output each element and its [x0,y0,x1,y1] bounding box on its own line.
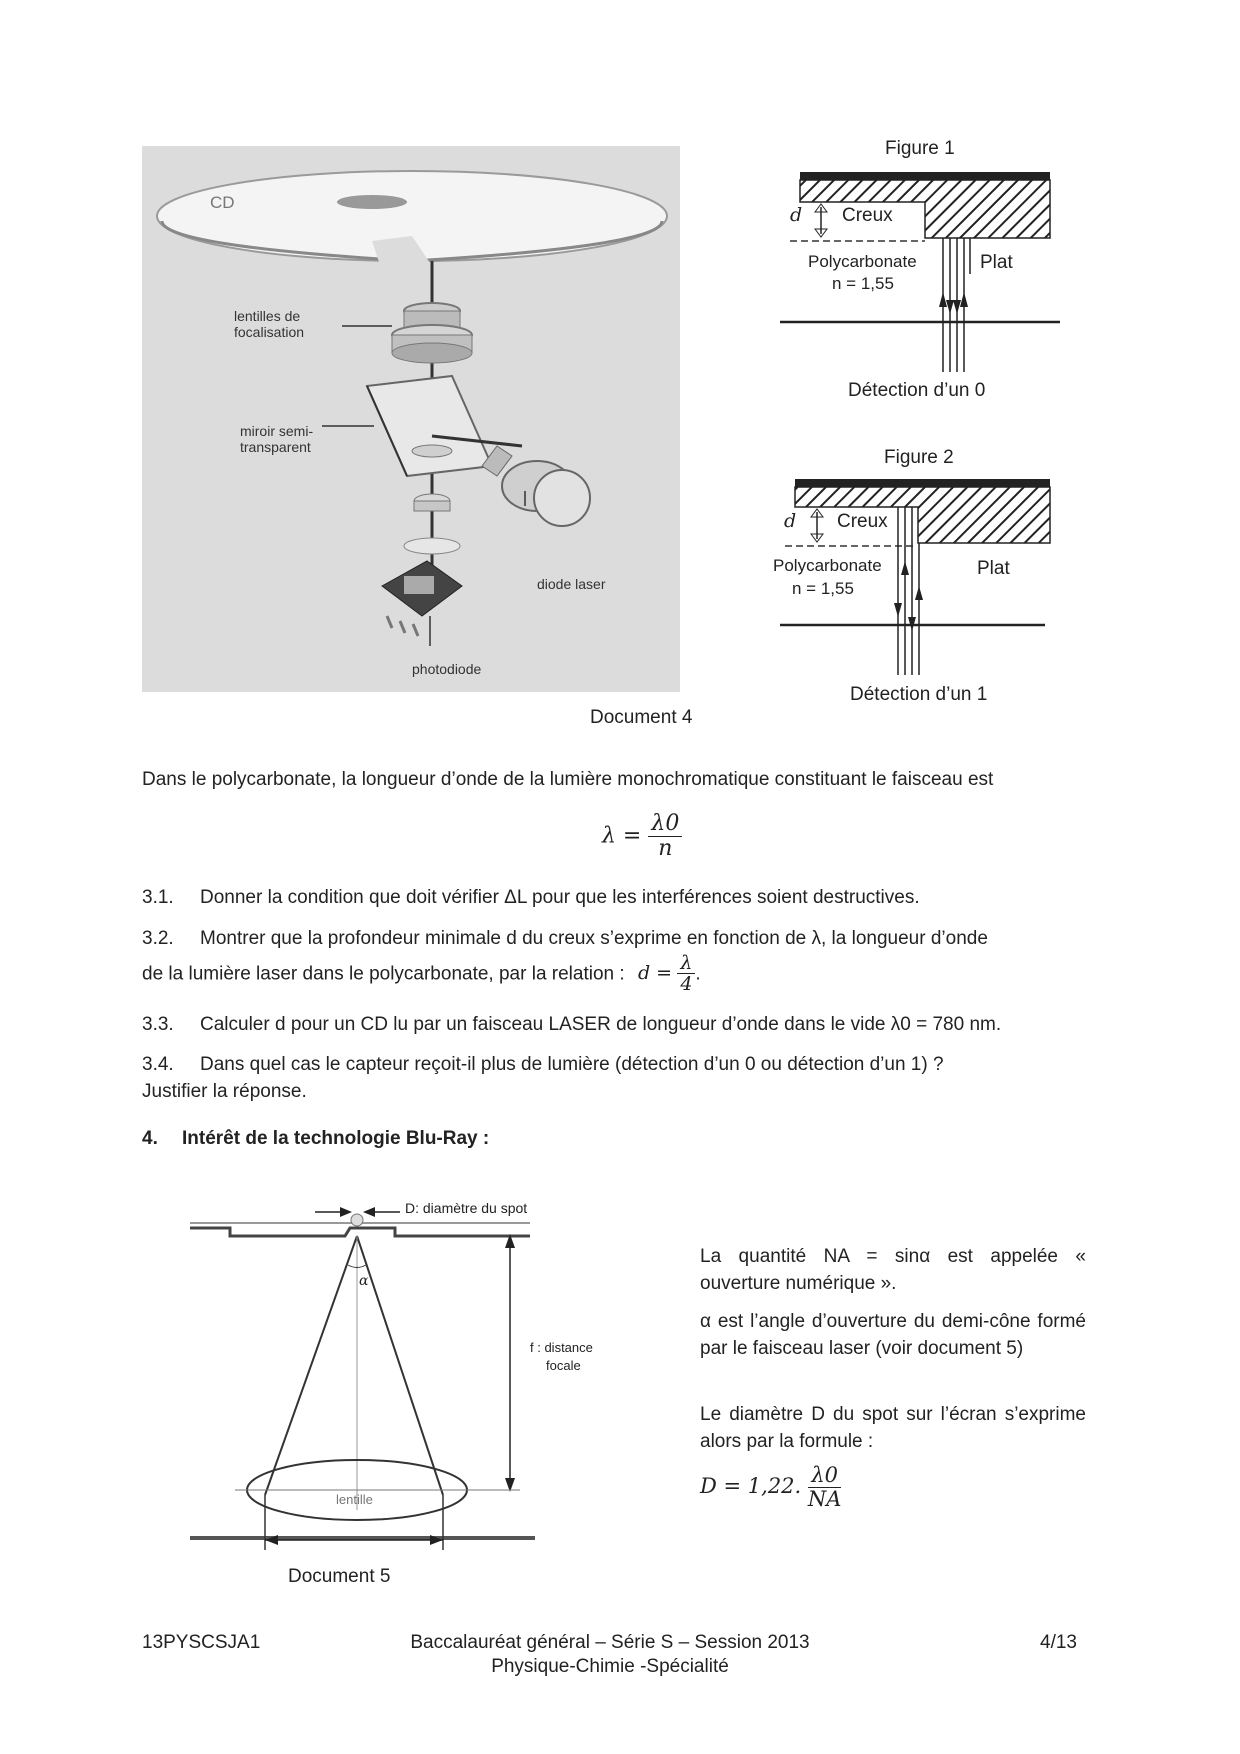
question-3-4 [142,1052,1092,1105]
question-text: Montrer que la profondeur minimale d du creux s’exprime en fonction de λ, la longueur d’onde [200,928,988,949]
lenses-label: lentilles de focalisation [234,308,305,341]
lambda-lhs: λ = [602,823,642,849]
page-number: 4/13 [1040,1632,1077,1653]
figure-1-creux: Creux [842,205,893,226]
cd-reader-illustration [142,146,680,692]
exam-code: 13PYSCSJA1 [142,1632,261,1653]
footer-title: Baccalauréat général – Série S – Session 2013 [410,1632,810,1653]
section-number: 4. [142,1128,158,1149]
diameter-formula-denominator: NA [807,1487,842,1512]
question-continuation: de la lumière laser dans le polycarbonate, par la relation : [142,963,625,984]
question-continuation: Justifier la réponse. [142,1080,307,1102]
laser-diode-label: diode laser [537,576,606,592]
mirror-label: miroir semi-transparent [240,423,314,456]
figure-2-detection: Détection d’un 1 [850,684,988,705]
diameter-formula-lhs: D = 1,22. [700,1474,802,1499]
section-title: Intérêt de la technologie Blu-Ray : [182,1128,490,1149]
figure-1-title: Figure 1 [885,138,955,159]
figure-2-title: Figure 2 [884,447,954,468]
figure-1-detection: Détection d’un 0 [848,380,986,401]
lambda-numerator: λ0 [648,812,682,837]
diameter-formula [700,1464,841,1511]
figure-2-index: n = 1,55 [792,579,854,598]
question-3-3 [142,1012,1092,1039]
document-5-caption: Document 5 [288,1566,391,1587]
figure-2-d: d [784,510,797,532]
question-number: 3.1. [142,887,174,908]
question-text: Calculer d pour un CD lu par un faisceau LASER de longueur d’onde dans le vide λ0 = 780 nm. [200,1014,1002,1035]
figure-1-index: n = 1,55 [832,274,894,293]
figure-1-polycarbonate: Polycarbonate [808,252,917,271]
figure-2-polycarbonate: Polycarbonate [773,556,882,575]
alpha-definition: α est l’angle d’ouverture du demi-cône formé par le faisceau laser (voir document 5) [700,1311,1086,1359]
cd-reader-drawing [142,146,680,692]
alpha-label: α [359,1273,369,1289]
lens-label: lentille [336,1492,373,1507]
focal-label-line1: f : distance [530,1340,593,1355]
figure-1-plat: Plat [980,252,1013,273]
question-text: Dans quel cas le capteur reçoit-il plus de lumière (détection d’un 0 ou détection d’un 1) ? [200,1054,944,1075]
figure-2-creux: Creux [837,511,888,532]
document-5-diagram [190,1190,550,1570]
cd-label: CD [210,193,235,212]
question-number: 3.4. [142,1054,174,1075]
focal-label-line2: focale [546,1358,581,1373]
diameter-formula-numerator: λ0 [808,1464,842,1488]
figure-1-d: d [790,204,803,226]
figure-2-diagram [780,475,1060,680]
question-text: Donner la condition que doit vérifier ΔL pour que les interférences soient destructives. [200,887,920,908]
question-number: 3.3. [142,1014,174,1035]
diameter-intro: Le diamètre D du spot sur l’écran s’exprime alors par la formule : [700,1404,1086,1452]
lambda-denominator: n [658,836,673,862]
lambda-formula [602,812,682,861]
na-definition: La quantité NA = sinα est appelée « ouverture numérique ». [700,1246,1086,1294]
d-relation-numerator: λ [677,953,695,975]
question-3-1 [142,885,1092,912]
d-relation-lhs: d = [637,962,673,984]
footer-subtitle: Physique-Chimie -Spécialité [491,1656,729,1677]
document-4-caption: Document 4 [590,707,693,728]
photodiode-label: photodiode [412,661,482,677]
question-number: 3.2. [142,928,174,949]
intro-paragraph: Dans le polycarbonate, la longueur d’onde de la lumière monochromatique constituant le faisceau est [142,769,994,790]
spot-diameter-label: D: diamètre du spot [405,1200,528,1216]
figure-2-plat: Plat [977,558,1010,579]
section-4-heading [142,1128,489,1150]
d-relation-denominator: 4 [680,973,693,996]
question-3-2: 3.2. Montrer que la profondeur minimale d du creux s’exprime en fonction de λ, la longueur d’onde de la lumière laser dans le polycarbonate, par la relation : d = $\frac{\lambda}{4}$ . [142,928,988,996]
